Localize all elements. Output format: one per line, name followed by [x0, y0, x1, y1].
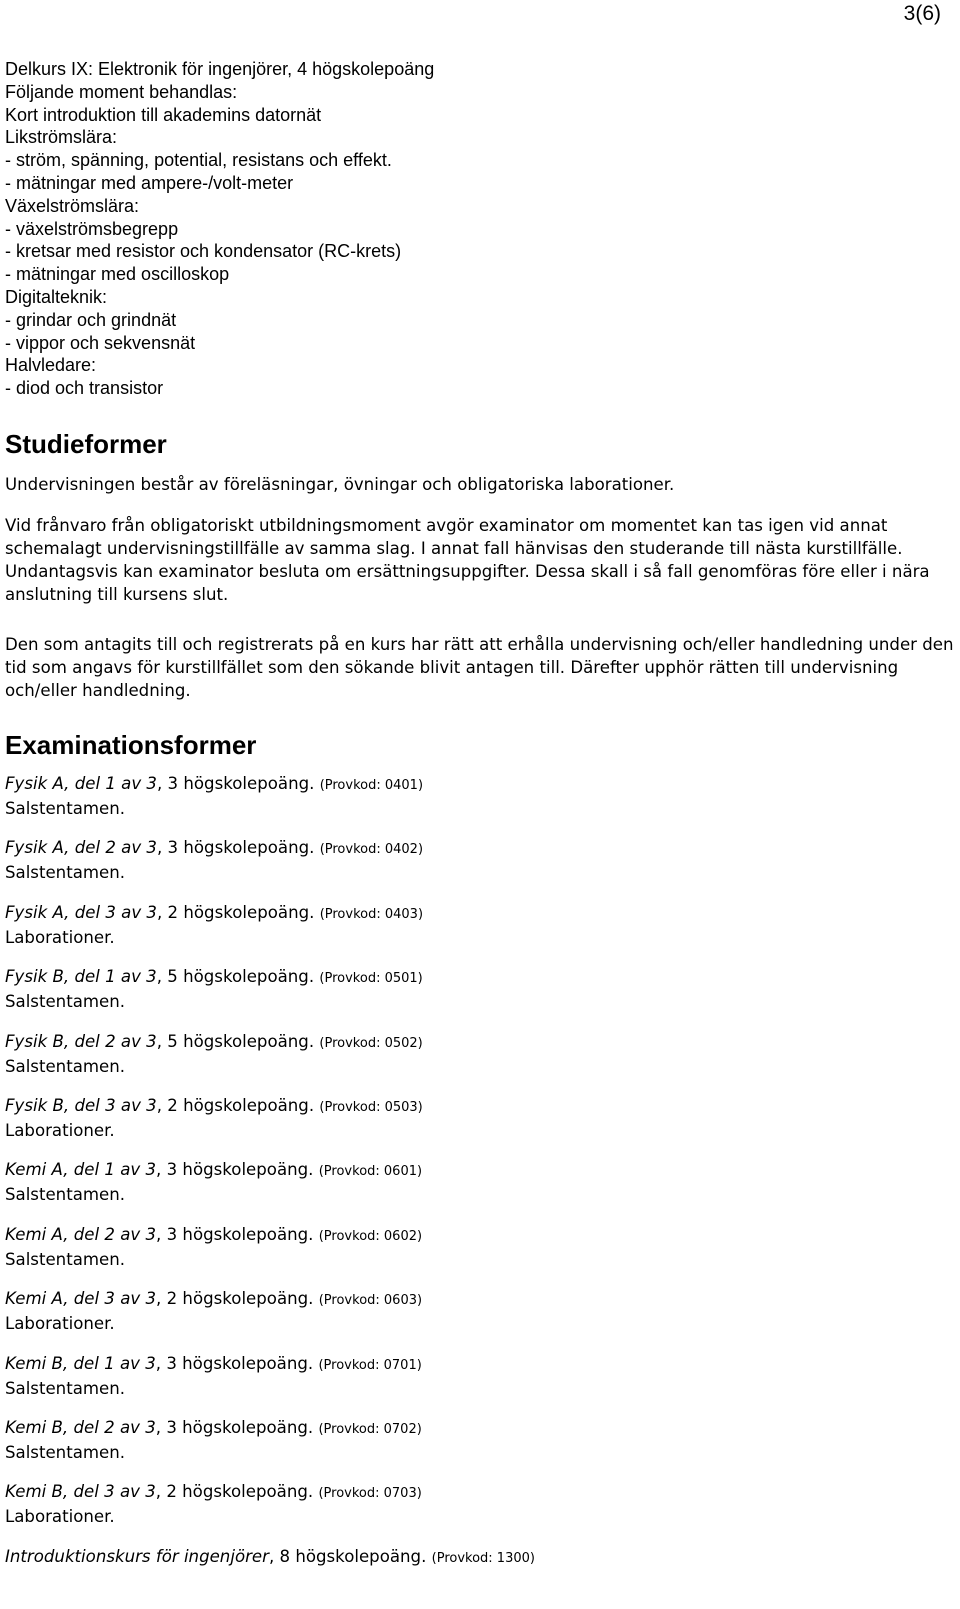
intro-line: Delkurs IX: Elektronik för ingenjörer, 4 högskolepoäng — [5, 59, 435, 79]
exam-item — [5, 1480, 955, 1544]
exam-code: (Provkod: 0601) — [318, 1164, 423, 1180]
exam-name: Kemi B, del 1 av 3 — [5, 1353, 156, 1373]
exam-name: Kemi A, del 3 av 3 — [5, 1289, 157, 1309]
exam-item — [5, 1287, 955, 1351]
exam-credits: , 5 högskolepoäng. — [156, 967, 315, 987]
exam-code: (Provkod: 0603) — [318, 1293, 423, 1309]
exam-name: Kemi A, del 2 av 3 — [5, 1224, 157, 1244]
exam-credits: , 5 högskolepoäng. — [156, 1031, 315, 1051]
studieformer-heading: Studieformer — [5, 429, 167, 459]
exam-credits: , 3 högskolepoäng. — [157, 838, 315, 858]
intro-line: - ström, spänning, potential, resistans och effekt. — [5, 150, 392, 171]
exam-description: Salstentamen. — [5, 1249, 126, 1269]
exam-description: Salstentamen. — [5, 1185, 126, 1205]
exam-credits: , 3 högskolepoäng. — [157, 774, 315, 793]
exam-credits: , 2 högskolepoäng. — [156, 1095, 315, 1115]
intro-line: Kort introduktion till akademins datornät — [5, 104, 322, 125]
exam-name: Fysik B, del 3 av 3 — [5, 1095, 157, 1115]
exam-code: (Provkod: 0401) — [319, 778, 424, 793]
exam-description: Laborationer. — [5, 1314, 115, 1334]
intro-line: Växelströmslära: — [5, 195, 140, 216]
exam-description: Salstentamen. — [5, 1378, 126, 1398]
exam-name: Introduktionskurs för ingenjörer — [5, 1546, 269, 1566]
intro-line: Halvledare: — [5, 355, 97, 376]
exam-description: Salstentamen. — [5, 992, 126, 1012]
exam-description: Laborationer. — [5, 1120, 115, 1140]
intro-line: Likströmslära: — [5, 127, 118, 148]
intro-line: - växelströmsbegrepp — [5, 218, 179, 239]
intro-line: - kretsar med resistor och kondensator (RC-krets) — [5, 241, 402, 262]
exam-code: (Provkod: 0701) — [318, 1357, 422, 1373]
exam-description: Salstentamen. — [5, 1442, 126, 1462]
exam-code: (Provkod: 0403) — [319, 906, 424, 922]
exam-name: Kemi A, del 1 av 3 — [5, 1160, 157, 1180]
exam-code: (Provkod: 0703) — [318, 1486, 422, 1502]
exam-name: Fysik A, del 1 av 3 — [5, 774, 157, 793]
exam-item — [5, 836, 955, 900]
exam-item — [5, 1158, 955, 1222]
exam-credits: , 2 högskolepoäng. — [155, 1482, 314, 1502]
exam-name: Fysik B, del 2 av 3 — [5, 1031, 157, 1051]
intro-line: - mätningar med ampere-/volt-meter — [5, 172, 294, 193]
exam-credits: , 2 högskolepoäng. — [157, 902, 315, 922]
exam-code: (Provkod: 0501) — [319, 971, 423, 987]
exam-item — [5, 1352, 955, 1416]
course-content-list — [5, 58, 945, 400]
exam-item — [5, 1416, 955, 1480]
exam-credits: , 3 högskolepoäng. — [156, 1224, 314, 1244]
exam-item — [5, 1030, 955, 1094]
exam-description: Laborationer. — [5, 1507, 115, 1527]
exam-code: (Provkod: 0602) — [318, 1228, 423, 1244]
intro-line: - vippor och sekvensnät — [5, 332, 196, 353]
exam-item — [5, 901, 955, 965]
intro-line: - diod och transistor — [5, 378, 164, 399]
intro-line: - grindar och grindnät — [5, 309, 177, 330]
exam-item — [5, 1094, 955, 1158]
exam-code: (Provkod: 1300) — [431, 1550, 535, 1566]
exam-name: Kemi B, del 3 av 3 — [5, 1482, 156, 1502]
page-number: 3(6) — [903, 2, 941, 25]
exam-name: Kemi B, del 2 av 3 — [5, 1417, 156, 1437]
exam-item — [5, 772, 955, 836]
studieformer-paragraph: Vid frånvaro från obligatoriskt utbildningsmoment avgör examinator om momentet kan tas igen vid annat schemalagt undervisningstillfälle av samma slag. I annat fall hänvisas den studerande till nästa kurstillfälle. Undantagsvis kan examinator besluta om ersättningsuppgifter. Dessa skall i så fall genomföras före eller i nära anslutning till kursens slut. — [5, 516, 930, 604]
exam-credits: , 2 högskolepoäng. — [156, 1289, 314, 1309]
exam-code: (Provkod: 0402) — [319, 842, 424, 858]
exam-description: Salstentamen. — [5, 1056, 126, 1076]
intro-line: Digitalteknik: — [5, 286, 108, 307]
exam-description: Salstentamen. — [5, 799, 126, 818]
exam-code: (Provkod: 0702) — [318, 1421, 422, 1437]
intro-line: Följande moment behandlas: — [5, 81, 238, 102]
exam-name: Fysik B, del 1 av 3 — [5, 967, 157, 987]
exam-name: Fysik A, del 3 av 3 — [5, 902, 157, 922]
exam-credits: , 3 högskolepoäng. — [155, 1353, 314, 1373]
examinationsformer-heading: Examinationsformer — [5, 730, 257, 760]
exam-credits: , 3 högskolepoäng. — [155, 1417, 314, 1437]
exam-credits: , 3 högskolepoäng. — [156, 1160, 314, 1180]
exam-code: (Provkod: 0503) — [319, 1099, 423, 1115]
studieformer-paragraph: Den som antagits till och registrerats på en kurs har rätt att erhålla undervisning och/eller handledning under den tid som angavs för kurstillfället som den sökande blivit antagen till. Därefter upphör rätten till undervisning och/eller handledning. — [5, 635, 954, 700]
intro-line: - mätningar med oscilloskop — [5, 264, 230, 285]
exam-name: Fysik A, del 2 av 3 — [5, 838, 157, 858]
exam-credits: , 8 högskolepoäng. — [268, 1546, 427, 1566]
exam-item — [5, 965, 955, 1029]
studieformer-paragraph: Undervisningen består av föreläsningar, övningar och obligatoriska laborationer. — [5, 475, 675, 494]
exam-list — [5, 772, 955, 1609]
exam-item — [5, 1223, 955, 1287]
exam-description: Laborationer. — [5, 927, 115, 947]
exam-description: Salstentamen. — [5, 863, 126, 883]
exam-code: (Provkod: 0502) — [319, 1035, 423, 1051]
